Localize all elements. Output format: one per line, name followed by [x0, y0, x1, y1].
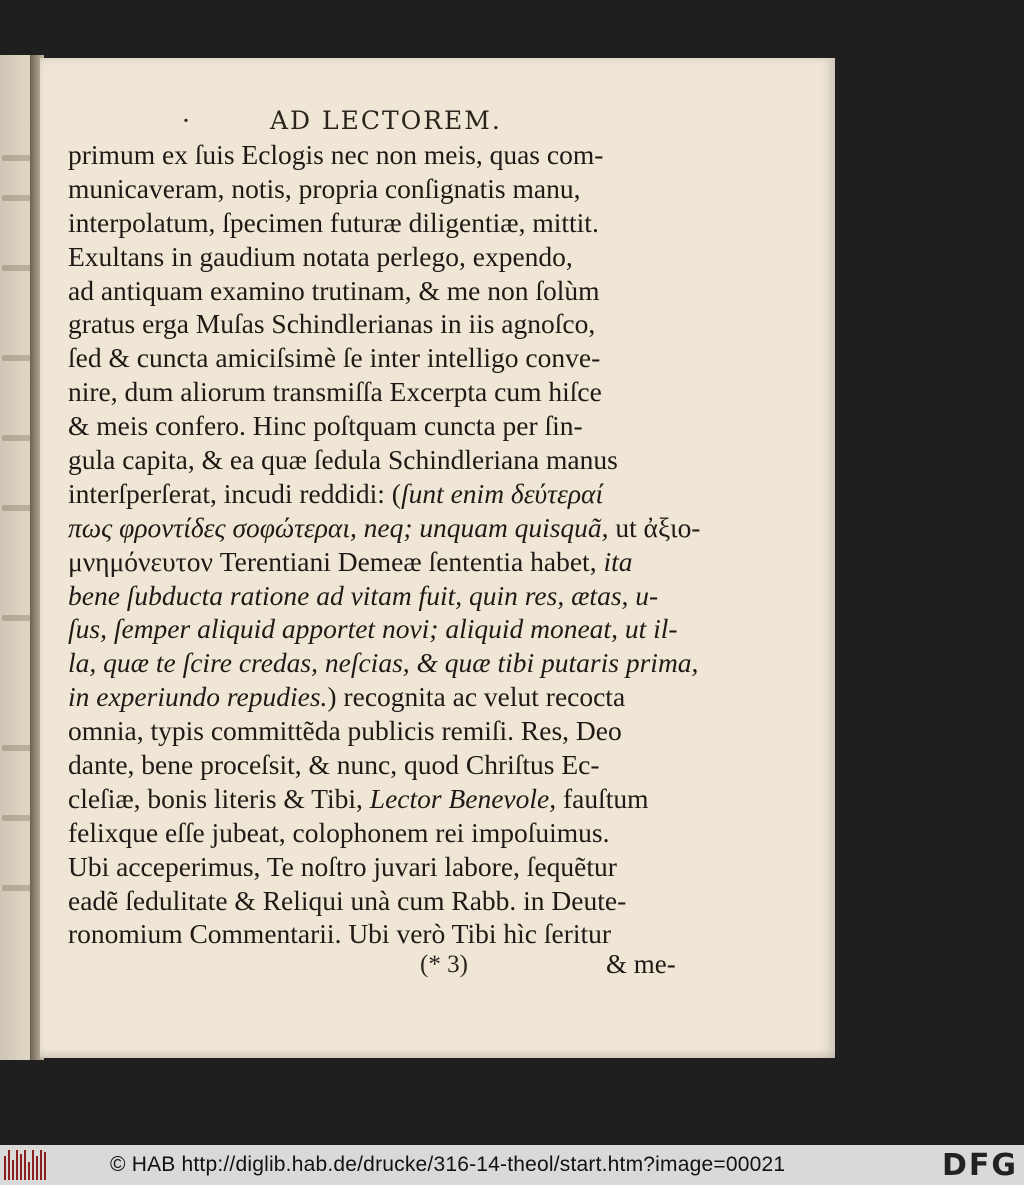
- text-line: [68, 240, 700, 274]
- text-line: [68, 579, 700, 613]
- text-line: [68, 680, 700, 714]
- dfg-logo[interactable]: DFG: [941, 1147, 1018, 1183]
- roman-text: fauſtum: [556, 782, 649, 814]
- text-line: [68, 375, 700, 409]
- text-line: [68, 511, 699, 545]
- roman-text: ſed & cuncta amiciſsimè ſe inter intelligo conve-: [68, 342, 601, 374]
- text-line: [68, 274, 700, 308]
- text-line: [68, 612, 700, 646]
- roman-text: cleſiæ, bonis literis & Tibi,: [68, 782, 370, 814]
- italic-text: ita: [603, 545, 633, 577]
- text-line: [68, 477, 700, 511]
- roman-text: eadẽ ſedulitate & Reliqui unà cum Rabb. in Deute-: [68, 884, 627, 916]
- italic-text: bene ſubducta ratione ad vitam fuit, quin res, ætas, u-: [68, 579, 659, 611]
- roman-text: interſperſerat, incudi reddidi: (: [68, 477, 401, 509]
- text-line: [68, 172, 700, 206]
- text-line: [68, 884, 700, 918]
- text-line: [68, 714, 700, 748]
- roman-text: interpolatum, ſpecimen futuræ diligentiæ, mittit.: [68, 206, 599, 238]
- italic-text: la, quæ te ſcire credas, neſcias, & quæ tibi putaris prima,: [68, 647, 699, 679]
- roman-text: felixque eſſe jubeat, colophonem rei impoſuimus.: [68, 816, 610, 848]
- roman-text: μνημόνευτον Terentiani Demeæ ſententia habet,: [68, 545, 604, 577]
- roman-text: omnia, typis committẽda publicis remiſi. Res, Deo: [68, 715, 622, 747]
- text-line: [68, 646, 700, 680]
- italic-text: in experiundo repudies.: [68, 681, 328, 713]
- roman-text: Exultans in gaudium notata perlego, expendo,: [68, 240, 573, 272]
- body-text: [68, 138, 700, 951]
- roman-text: municaveram, notis, propria conſignatis manu,: [68, 172, 581, 204]
- text-line: [68, 206, 700, 240]
- catchword: & me-: [606, 949, 676, 979]
- text-line: [68, 816, 700, 850]
- roman-text: ronomium Commentarii. Ubi verò Tibi hìc ſeritur: [68, 918, 612, 950]
- hab-barcode-logo-icon[interactable]: [4, 1150, 48, 1180]
- italic-text: ſunt enim δεύτεραί: [400, 477, 604, 509]
- footer-bar: [0, 1145, 1024, 1185]
- italic-text: Lector Benevole,: [369, 782, 557, 814]
- running-head-title: AD LECTOREM.: [270, 106, 502, 135]
- roman-text: & meis confero. Hinc poſtquam cuncta per ſin-: [68, 410, 583, 442]
- roman-text: ad antiquam examino trutinam, & me non ſolùm: [68, 274, 600, 306]
- text-line: [68, 443, 700, 477]
- roman-text: primum ex ſuis Eclogis nec non meis, quas com-: [68, 139, 604, 170]
- roman-text: gula capita, & ea quæ ſedula Schindleriana manus: [68, 444, 618, 476]
- text-line: [68, 917, 700, 951]
- text-line: [68, 341, 700, 375]
- text-line: [68, 545, 700, 579]
- text-line: [68, 782, 700, 816]
- text-line: [68, 307, 700, 341]
- italic-text: ſus, ſemper aliquid apportet novi; aliquid moneat, ut il-: [68, 613, 678, 645]
- running-head: [182, 106, 502, 135]
- text-line: [68, 138, 700, 172]
- roman-text: Ubi acceperimus, Te noſtro juvari labore, ſequẽtur: [68, 850, 617, 882]
- text-line: [68, 409, 700, 443]
- text-line: [68, 748, 700, 782]
- copyright-link[interactable]: © HAB http://diglib.hab.de/drucke/316-14-theol/start.htm?image=00021: [110, 1153, 786, 1176]
- text-line: [68, 850, 700, 884]
- running-head-mark: ·: [182, 106, 192, 135]
- signature-mark: (* 3): [420, 951, 468, 978]
- roman-text: ) recognita ac velut recocta: [327, 681, 626, 713]
- roman-text: ut ἀξιο-: [608, 511, 701, 543]
- italic-text: πως φροντίδες σοφώτεραι, neq; unquam quisquã,: [68, 511, 609, 543]
- roman-text: gratus erga Muſas Schindlerianas in iis agnoſco,: [68, 308, 596, 340]
- roman-text: nire, dum aliorum transmiſſa Excerpta cum hiſce: [68, 376, 602, 408]
- roman-text: dante, bene proceſsit, & nunc, quod Chriſtus Ec-: [68, 749, 600, 781]
